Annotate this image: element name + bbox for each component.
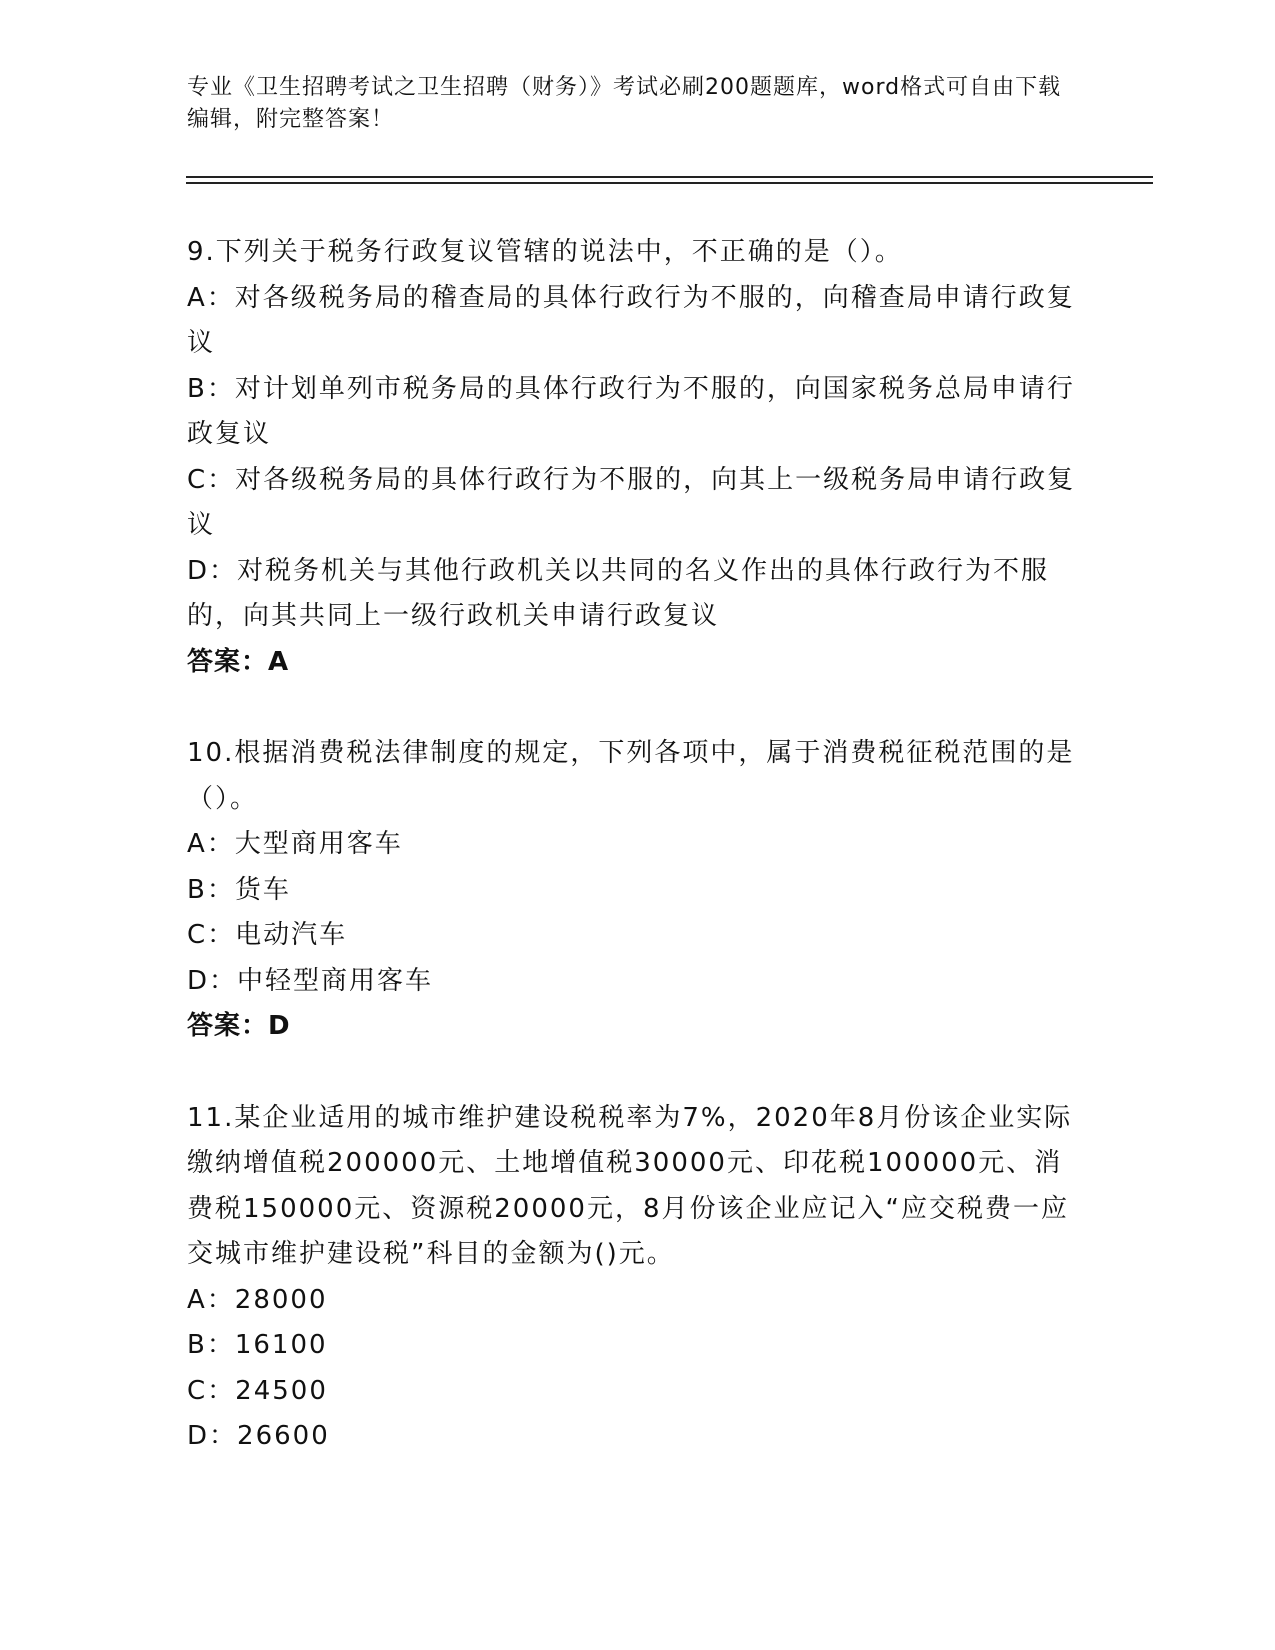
option-c: C：对各级税务局的具体行政行为不服的，向其上一级税务局申请行政复议 <box>187 464 1076 540</box>
option-d: D：中轻型商用客车 <box>187 965 434 996</box>
option-c: C：电动汽车 <box>187 920 348 950</box>
option-c: C：24500 <box>187 1375 328 1406</box>
question-9 <box>187 230 1077 685</box>
header-rule-top <box>186 176 1153 178</box>
answer-label: 答案：D <box>187 1011 291 1041</box>
document-header: 专业《卫生招聘考试之卫生招聘（财务）》考试必刷200题题库，word格式可自由下载编辑，附完整答案！ <box>187 75 1062 132</box>
question-stem: 10.根据消费税法律制度的规定，下列各项中，属于消费税征税范围的是（）。 <box>187 738 1075 814</box>
question-stem: 11.某企业适用的城市维护建设税税率为7%，2020年8月份该企业实际缴纳增值税200000元、土地增值税30000元、印花税100000元、消费税150000元、资源税20000元，8月份该企业应记入“应交税费一应交城市维护建设税”科目的金额为()元。 <box>187 1102 1073 1269</box>
option-b: B：16100 <box>187 1330 328 1360</box>
option-d: D：对税务机关与其他行政机关以共同的名义作出的具体行政行为不服的，向其共同上一级行政机关申请行政复议 <box>187 555 1050 631</box>
answer-label: 答案：A <box>187 646 290 677</box>
option-b: B：对计划单列市税务局的具体行政行为不服的，向国家税务总局申请行政复议 <box>187 373 1075 449</box>
header-rule-bottom <box>186 182 1153 184</box>
option-a: A：对各级税务局的稽查局的具体行政行为不服的，向稽查局申请行政复议 <box>187 282 1075 358</box>
question-11 <box>187 1096 1077 1460</box>
option-a: A：大型商用客车 <box>187 829 403 859</box>
question-list <box>187 230 1077 1506</box>
question-stem: 9.下列关于税务行政复议管辖的说法中，不正确的是（）。 <box>187 237 903 267</box>
option-b: B：货车 <box>187 874 291 905</box>
option-a: A：28000 <box>187 1284 328 1315</box>
option-d: D：26600 <box>187 1421 330 1451</box>
question-10 <box>187 731 1077 1050</box>
